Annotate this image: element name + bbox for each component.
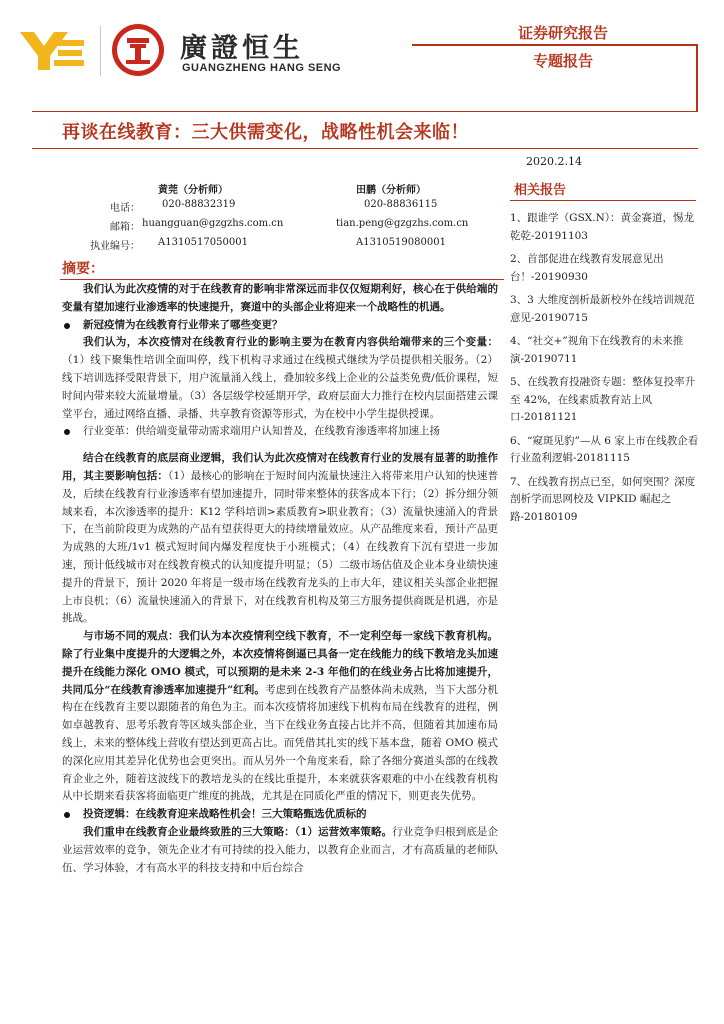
- bullet-1-text: 新冠疫情为在线教育行业带来了哪些变更？: [83, 318, 283, 331]
- analyst-1-name: 黄莞（分析师）: [158, 185, 228, 196]
- abstract-paragraph-1: [62, 281, 498, 317]
- related-report-item[interactable]: 6、“窥斑见豹”—从 6 家上市在线教企看行业盈利逻辑-20181115: [510, 434, 699, 464]
- bullet-2: [62, 423, 498, 441]
- abstract-p1-text: 我们认为此次疫情的对于在线教育的影响非常深远而非仅仅短期利好，核心在于供给端的变量有望加速行业渗透率的快速提升，赛道中的头部企业将迎来一个战略性的机遇。: [62, 283, 498, 313]
- abstract-paragraph-5: [62, 824, 498, 877]
- abstract-paragraph-2: [62, 334, 498, 423]
- related-report-item[interactable]: 4、“社交+”视角下在线教育的未来推演-20190711: [510, 335, 684, 365]
- email-label: 邮箱：: [110, 222, 140, 233]
- related-report-item[interactable]: 1、跟谁学（GSX.N）：黄金赛道，惕龙乾乾-20191103: [510, 212, 695, 242]
- header-corner-vertical-rule: [696, 44, 698, 112]
- phone-label: 电话：: [110, 203, 140, 214]
- header-bottom-rule: [32, 111, 698, 112]
- p3-text: （1）最核心的影响在于短时间内流量快速注入将带来用户认知的快速普及，后续在线教育行业渗透率有望加速提升，同时带来整体的获客成本下行；（2）拆分细分领域来看，本次渗透率的提升：K12 学科培训>素质教育>职业教育；（3）流量快速涌入的背景下，在当前阶段更为成熟的产品有望获得更大的持续增量效应。从产品维度来看，预计产品更为成熟的大班/1v1 模式短时间内爆发程度快于小班模式；（4）在线教育下沉有望进一步加速，预计低线城市对在线教育模式的认知度提升明显；（5）二级市场估值及企业本身业绩快速提升的背景下，预计 2020 年将是一级市场在线教育龙头的上市大年，建议相关头部企业把握上市良机；（6）流量快速涌入的背景下，对在线教育机构及第三方服务提供商既是机遇，亦是挑战。: [62, 469, 499, 625]
- analyst-1-phone: 020-88832319: [162, 199, 236, 210]
- brand-name-en: GUANGZHENG HANG SENG: [182, 62, 342, 74]
- logo-divider: [100, 26, 101, 76]
- analyst-1-license: A1310517050001: [158, 237, 248, 248]
- related-report-item[interactable]: 3、3 大维度剖析最新校外在线培训规范意见-20190715: [510, 294, 695, 324]
- related-reports-list: [510, 210, 700, 532]
- abstract-paragraph-3: [62, 450, 498, 628]
- related-report-item[interactable]: 5、在线教育投融资专题：整体复投率升至 42%，在线素质教育站上风口-20181121: [510, 376, 696, 423]
- abstract-rule: [60, 279, 504, 280]
- abstract-body: [62, 281, 498, 877]
- report-type: 证券研究报告: [517, 24, 608, 42]
- header-rule: [412, 44, 696, 46]
- gzhs-seal-logo-icon: [110, 22, 166, 78]
- brand-name-cn: 廣證恒生: [180, 33, 304, 64]
- bullet-3: [62, 806, 498, 824]
- bullet-2-text: 行业变革：供给端变量带动需求端用户认知普及，在线教育渗透率将加速上扬: [83, 425, 440, 438]
- abstract-heading: 摘要：: [62, 261, 104, 277]
- p2-text: （1）线下聚集性培训全面叫停，线下机构寻求通过在线模式继续为学员提供相关服务。（2）线下培训选择受限背景下，用户流量涌入线上，叠加较多线上企业的公益类免费/低价课程，短时间内带来较大流量增量。（3）各层级学校延期开学，政府层面大力推行在校内层面搭建云课堂平台，通过网络直播、录播、共享教育资源等形式，为在校中小学生提供授课。: [62, 354, 498, 420]
- ye-logo-icon: [18, 26, 86, 72]
- related-report-item[interactable]: 7、在线教育拐点已至，如何突围？深度剖析学而思网校及 VIPKID 崛起之路-20180109: [510, 475, 696, 523]
- p5-text: 行业竞争归根到底是企业运营效率的竞争，领先企业才有可持续的投入能力，以教育企业而言，才有高质量的老师队伍、学习体验，才有高水平的科技支持和中后台综合: [62, 825, 498, 874]
- p4-bold-text: 与市场不同的观点：我们认为本次疫情利空线下教育，不一定利空每一家线下教育机构。除了行业集中度提升的大逻辑之外，本次疫情将倒逼已具备一定在线能力的线下教培龙头加速提升在线能力深化 OMO 模式，可以预期的是未来 2-3 年他们的在线业务占比将加速提升，共同瓜分“在线教育渗透率加速提升”红利。: [62, 630, 498, 696]
- analyst-1-email[interactable]: huangguan@gzgzhs.com.cn: [142, 218, 284, 229]
- p3-bold-text: 结合在线教育的底层商业逻辑，我们认为此次疫情对在线教育行业的发展有显著的助推作用，其主要影响包括：: [62, 452, 498, 482]
- abstract-paragraph-4: [62, 628, 498, 806]
- p4-text: 考虑到在线教育产品整体尚未成熟，当下大部分机构在在线教育主要以跟随者的角色为主。而本次疫情将加速线下机构布局在线教育的进程，例如卓越教育、思考乐教育等区域头部企业，当下在线业务直接占比并不高，但随着其加速布局线上，未来的整体线上营收有望达到更高占比。而凭借其扎实的线下基本盘，随着 OMO 模式的深化应用其差异化优势也会更突出。而从另外一个角度来看，除了各细分赛道头部的在线教育企业之外，随着这波线下的教培龙头的在线比重提升，本来就获客艰难的中小在线教育机构从中长期来看获客将面临更广维度的挑战，尤其是在同质化严重的情况下，则更丧失优势。: [62, 683, 498, 803]
- related-reports-title: 相关报告: [514, 183, 567, 198]
- analyst-2-license: A1310519080001: [356, 237, 446, 248]
- bullet-1: [62, 317, 498, 335]
- analyst-2-name: 田鹏（分析师）: [356, 185, 426, 196]
- bullet-3-text: 投资逻辑：在线教育迎来战略性机会！三大策略甄选优质标的: [83, 808, 367, 821]
- p5-bold-text: 我们重申在线教育企业最终致胜的三大策略：（1）运营效率策略。: [83, 825, 393, 838]
- related-report-item[interactable]: 2、首部促进在线教育发展意见出台！-20190930: [510, 253, 664, 283]
- analyst-2-email[interactable]: tian.peng@gzgzhs.com.cn: [336, 218, 469, 229]
- p2-bold-text: 我们认为，本次疫情对在线教育行业的影响主要为在教育内容供给端带来的三个变量：: [83, 336, 498, 349]
- license-label: 执业编号：: [90, 241, 140, 252]
- report-date: 2020.2.14: [526, 155, 582, 168]
- analyst-2-phone: 020-88836115: [364, 199, 438, 210]
- title-rule: [32, 148, 698, 149]
- report-title: 再谈在线教育：三大供需变化，战略性机会来临！: [62, 122, 469, 143]
- report-subtype: 专题报告: [532, 52, 593, 70]
- related-reports-rule: [510, 200, 696, 201]
